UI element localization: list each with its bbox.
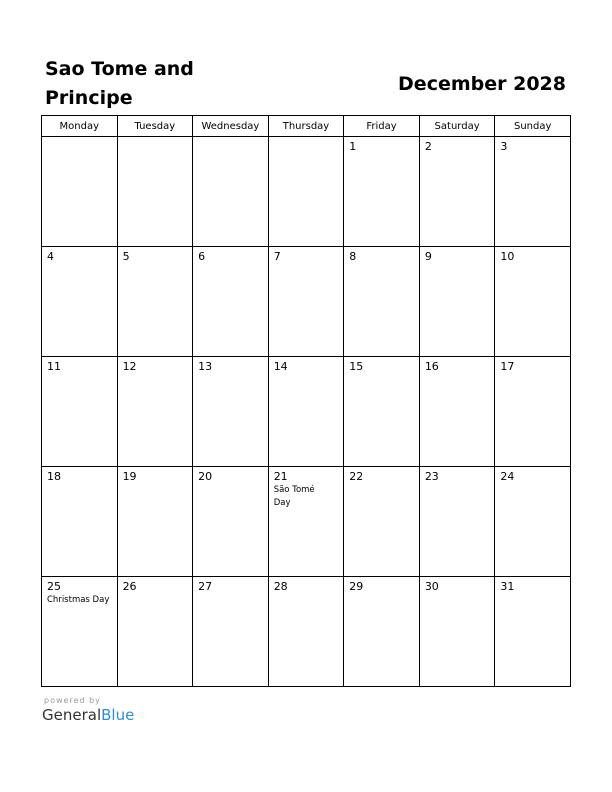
day-cell	[344, 467, 420, 577]
day-cell	[495, 247, 571, 357]
day-cell	[117, 577, 193, 687]
day-number: 24	[500, 470, 515, 483]
day-number: 29	[349, 580, 364, 593]
day-number: 10	[500, 250, 515, 263]
day-number: 19	[122, 470, 137, 483]
day-number: 14	[273, 360, 288, 373]
day-number: 26	[122, 580, 137, 593]
day-cell	[117, 247, 193, 357]
weekday-friday: Friday	[344, 116, 420, 137]
day-cell	[117, 357, 193, 467]
day-number: 8	[349, 250, 357, 263]
day-number: 6	[198, 250, 206, 263]
week-row-5	[42, 577, 571, 687]
day-cell	[268, 357, 344, 467]
day-number: 22	[349, 470, 364, 483]
holiday-label: Christmas Day	[47, 595, 110, 605]
day-cell	[419, 247, 495, 357]
week-row-1	[42, 137, 571, 247]
day-cell	[419, 467, 495, 577]
generalblue-logo[interactable]	[42, 706, 134, 724]
day-number: 15	[349, 360, 364, 373]
day-number: 17	[500, 360, 515, 373]
day-cell	[419, 357, 495, 467]
day-number: 9	[424, 250, 432, 263]
day-cell	[42, 467, 118, 577]
day-cell	[495, 137, 571, 247]
day-cell	[419, 137, 495, 247]
day-cell	[193, 137, 269, 247]
weekday-thursday: Thursday	[268, 116, 344, 137]
country-title: Sao Tome and Principe	[45, 58, 194, 109]
day-number: 3	[500, 140, 508, 153]
powered-by-text: powered by	[44, 696, 101, 705]
day-cell	[42, 137, 118, 247]
day-number	[269, 137, 344, 140]
day-number: 31	[500, 580, 515, 593]
day-number: 21	[273, 470, 288, 483]
day-number: 7	[273, 250, 281, 263]
day-number: 2	[424, 140, 432, 153]
day-number: 25	[47, 580, 61, 593]
footer-branding	[42, 696, 134, 724]
day-number: 12	[122, 360, 137, 373]
day-number: 4	[47, 250, 54, 263]
day-cell	[344, 137, 420, 247]
day-number: 23	[424, 470, 439, 483]
weekday-wednesday: Wednesday	[193, 116, 269, 137]
weekday-header-row	[42, 116, 571, 137]
calendar-grid	[41, 115, 571, 687]
day-number: 30	[424, 580, 439, 593]
logo-general: General	[42, 706, 102, 724]
day-number: 27	[198, 580, 213, 593]
day-cell	[344, 357, 420, 467]
day-cell	[193, 357, 269, 467]
weekday-monday: Monday	[42, 116, 118, 137]
day-cell	[495, 467, 571, 577]
weekday-sunday: Sunday	[495, 116, 571, 137]
day-number: 13	[198, 360, 213, 373]
week-row-3	[42, 357, 571, 467]
day-cell	[117, 467, 193, 577]
holiday-label: São Tomé Day	[273, 485, 315, 508]
day-cell	[117, 137, 193, 247]
day-cell	[268, 247, 344, 357]
day-cell	[344, 247, 420, 357]
day-cell	[268, 467, 344, 577]
day-number: 1	[349, 140, 357, 153]
day-cell	[495, 357, 571, 467]
day-cell	[344, 577, 420, 687]
day-cell	[268, 577, 344, 687]
day-number: 5	[122, 250, 130, 263]
weekday-tuesday: Tuesday	[117, 116, 193, 137]
day-number: 28	[273, 580, 288, 593]
day-number: 16	[424, 360, 439, 373]
day-number: 11	[47, 360, 61, 373]
day-cell	[419, 577, 495, 687]
day-number	[118, 137, 193, 140]
week-row-4	[42, 467, 571, 577]
weekday-saturday: Saturday	[419, 116, 495, 137]
day-cell	[268, 137, 344, 247]
day-number	[193, 137, 268, 140]
logo-blue: Blue	[101, 706, 135, 724]
day-cell	[193, 247, 269, 357]
day-cell	[193, 467, 269, 577]
day-cell	[42, 357, 118, 467]
day-number: 18	[47, 470, 61, 483]
day-cell	[42, 577, 118, 687]
day-cell	[42, 247, 118, 357]
week-row-2	[42, 247, 571, 357]
day-number: 20	[198, 470, 213, 483]
day-cell	[193, 577, 269, 687]
day-number	[42, 137, 117, 140]
day-cell	[495, 577, 571, 687]
month-year-title: December 2028	[398, 73, 566, 95]
